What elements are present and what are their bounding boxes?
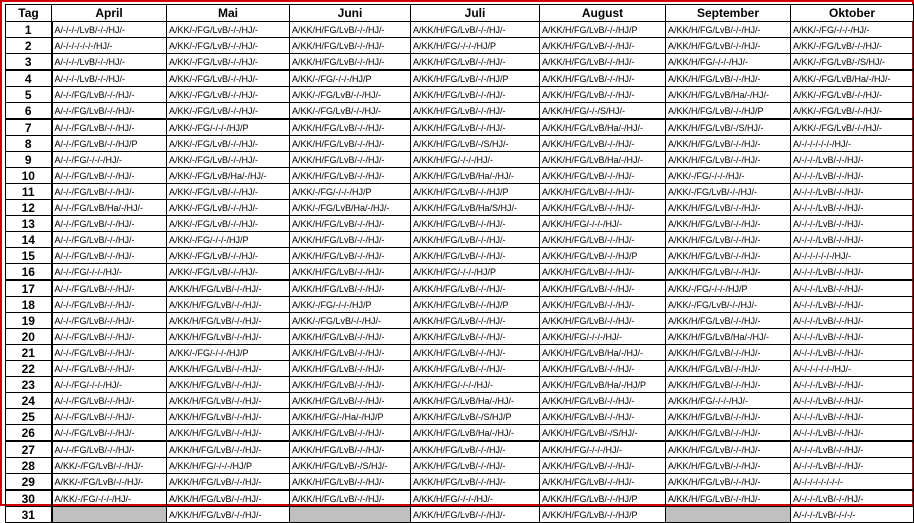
schedule-cell[interactable]: A/KK/-/FG/LvB/-/-/HJ/- [167,54,290,71]
schedule-cell[interactable]: A/KK/H/FG/-/-/-/HJ/- [666,54,791,71]
schedule-cell[interactable]: A/KK/H/FG/LvB/-/-/HJ/- [666,345,791,361]
day-cell[interactable]: 15 [6,248,52,264]
schedule-cell[interactable]: A/KK/H/FG/LvB/-/-/HJ/- [290,168,411,184]
table-row [6,216,914,232]
schedule-cell[interactable]: A/KK/H/FG/LvB/-/-/HJ/- [411,232,540,248]
schedule-cell[interactable]: A/-/-/FG/LvB/-/-/HJ/- [52,409,167,425]
day-cell[interactable]: 25 [6,409,52,425]
schedule-cell[interactable]: A/KK/-/FG/LvB/-/-/HJ/- [290,313,411,329]
schedule-cell[interactable]: A/-/-/FG/LvB/-/-/HJ/P [52,136,167,152]
table-row [6,313,914,329]
schedule-cell[interactable]: A/-/-/FG/LvB/-/-/HJ/- [52,313,167,329]
schedule-cell[interactable]: A/KK/H/FG/LvB/-/-/HJ/- [666,458,791,474]
day-cell[interactable]: 7 [6,119,52,136]
schedule-cell[interactable]: A/KK/H/FG/LvB/-/S/HJ/P [411,409,540,425]
schedule-cell[interactable]: A/KK/H/FG/LvB/-/-/HJ/- [411,216,540,232]
schedule-cell[interactable] [666,507,791,523]
schedule-cell[interactable]: A/KK/H/FG/LvB/-/-/HJ/- [290,474,411,491]
schedule-cell[interactable] [290,507,411,523]
schedule-cell[interactable]: A/KK/H/FG/LvB/-/-/HJ/P [540,490,666,507]
header-month[interactable]: September [666,5,791,22]
schedule-cell[interactable]: A/KK/H/FG/LvB/-/-/HJ/- [666,490,791,507]
schedule-cell[interactable]: A/KK/H/FG/-/-/-/HJ/- [540,329,666,345]
schedule-cell[interactable]: A/KK/H/FG/LvB/-/-/HJ/- [540,458,666,474]
schedule-cell[interactable]: A/KK/H/FG/LvB/-/-/HJ/- [290,22,411,38]
schedule-table [5,4,914,523]
table-row [6,70,914,87]
schedule-cell[interactable]: A/KK/-/FG/LvB/Ha/-/HJ/- [167,168,290,184]
schedule-cell[interactable]: A/KK/H/FG/-/-/-/HJ/- [411,377,540,393]
schedule-cell[interactable]: A/KK/-/FG/LvB/-/-/HJ/- [791,119,914,136]
day-cell[interactable]: 21 [6,345,52,361]
schedule-cell[interactable]: A/-/-/FG/LvB/-/-/HJ/- [52,393,167,409]
schedule-cell[interactable]: A/KK/H/FG/-/-/-/HJ/- [411,490,540,507]
schedule-cell[interactable]: A/-/-/FG/LvB/-/-/HJ/- [52,345,167,361]
schedule-cell[interactable]: A/KK/H/FG/LvB/-/-/HJ/- [666,216,791,232]
schedule-cell[interactable]: A/KK/H/FG/LvB/-/-/HJ/- [666,441,791,458]
schedule-cell[interactable]: A/-/-/-/LvB/-/-/HJ/- [791,184,914,200]
schedule-cell[interactable]: A/KK/H/FG/-/-/-/HJ/- [540,216,666,232]
schedule-cell[interactable]: A/-/-/FG/LvB/-/-/HJ/- [52,329,167,345]
schedule-cell[interactable]: A/-/-/FG/LvB/-/-/HJ/- [52,248,167,264]
schedule-cell[interactable]: A/KK/H/FG/LvB/-/-/HJ/- [290,54,411,71]
table-row [6,297,914,313]
schedule-cell[interactable]: A/KK/H/FG/LvB/-/-/HJ/- [540,184,666,200]
schedule-cell[interactable]: A/-/-/FG/-/-/-/HJ/- [52,264,167,281]
schedule-cell[interactable]: A/KK/-/FG/LvB/Ha/-/HJ/- [791,70,914,87]
schedule-cell[interactable]: A/KK/H/FG/LvB/Ha/-/HJ/- [666,329,791,345]
schedule-cell[interactable]: A/KK/H/FG/LvB/Ha/-/HJ/P [540,377,666,393]
schedule-cell[interactable]: A/KK/H/FG/LvB/-/-/HJ/- [411,507,540,523]
schedule-cell[interactable]: A/KK/H/FG/LvB/-/-/HJ/- [167,425,290,442]
schedule-cell[interactable]: A/-/-/FG/LvB/-/-/HJ/- [52,216,167,232]
schedule-cell[interactable]: A/KK/H/FG/LvB/-/-/HJ/- [411,441,540,458]
schedule-cell[interactable]: A/-/-/-/LvB/-/-/HJ/- [791,441,914,458]
table-row [6,232,914,248]
schedule-cell[interactable]: A/-/-/-/LvB/-/-/HJ/- [791,152,914,168]
table-row [6,490,914,507]
schedule-cell[interactable]: A/KK/-/FG/LvB/-/-/HJ/- [167,38,290,54]
table-row [6,409,914,425]
schedule-cell[interactable]: A/-/-/-/LvB/-/-/HJ/- [52,54,167,71]
schedule-cell[interactable]: A/KK/H/FG/LvB/-/-/HJ/- [540,313,666,329]
schedule-cell[interactable]: A/-/-/-/LvB/-/-/HJ/- [52,22,167,38]
day-cell[interactable]: 6 [6,103,52,120]
schedule-cell[interactable]: A/KK/-/FG/-/-/-/HJ/P [290,70,411,87]
day-cell[interactable]: 26 [6,425,52,442]
schedule-cell[interactable]: A/-/-/-/LvB/-/-/HJ/- [791,313,914,329]
day-cell[interactable]: 23 [6,377,52,393]
schedule-cell[interactable]: A/KK/-/FG/LvB/-/-/HJ/- [167,184,290,200]
schedule-cell[interactable]: A/-/-/FG/-/-/-/HJ/- [52,152,167,168]
schedule-cell[interactable]: A/KK/H/FG/LvB/-/-/HJ/- [540,409,666,425]
schedule-cell[interactable]: A/KK/H/FG/LvB/-/-/HJ/- [167,280,290,297]
table-row [6,507,914,523]
day-cell[interactable]: 3 [6,54,52,71]
schedule-cell[interactable]: A/-/-/-/LvB/-/-/HJ/- [791,425,914,442]
schedule-cell[interactable]: A/-/-/-/-/-/-/-/- [791,474,914,491]
schedule-cell[interactable]: A/KK/-/FG/LvB/-/-/HJ/- [167,70,290,87]
schedule-cell[interactable]: A/KK/H/FG/LvB/-/-/HJ/- [666,152,791,168]
schedule-cell[interactable]: A/KK/H/FG/LvB/-/-/HJ/- [411,280,540,297]
table-row [6,119,914,136]
table-row [6,425,914,442]
header-month[interactable]: Mai [167,5,290,22]
schedule-cell[interactable]: A/KK/H/FG/LvB/-/-/HJ/- [411,361,540,377]
schedule-cell[interactable]: A/KK/H/FG/LvB/-/-/HJ/- [666,232,791,248]
schedule-cell[interactable]: A/KK/H/FG/LvB/-/-/HJ/- [411,103,540,120]
schedule-cell[interactable]: A/KK/H/FG/-/-/-/HJ/- [411,152,540,168]
schedule-cell[interactable]: A/KK/H/FG/LvB/-/-/HJ/- [290,329,411,345]
schedule-cell[interactable]: A/-/-/FG/LvB/-/-/HJ/- [52,103,167,120]
schedule-cell[interactable] [52,507,167,523]
schedule-cell[interactable]: A/KK/-/FG/-/-/-/HJ/P [167,345,290,361]
schedule-cell[interactable]: A/KK/H/FG/LvB/-/-/HJ/P [411,184,540,200]
schedule-cell[interactable]: A/KK/-/FG/LvB/-/-/HJ/- [167,216,290,232]
header-month[interactable]: Juli [411,5,540,22]
header-month[interactable]: April [52,5,167,22]
schedule-cell[interactable]: A/KK/H/FG/LvB/-/-/HJ/- [411,119,540,136]
table-row [6,280,914,297]
header-month[interactable]: Juni [290,5,411,22]
schedule-cell[interactable]: A/KK/-/FG/LvB/-/-/HJ/- [167,200,290,216]
day-cell[interactable]: 27 [6,441,52,458]
schedule-cell[interactable]: A/KK/H/FG/LvB/-/-/HJ/- [290,490,411,507]
table-row [6,54,914,71]
schedule-cell[interactable]: A/KK/H/FG/LvB/-/-/HJ/- [167,329,290,345]
schedule-cell[interactable]: A/KK/-/FG/LvB/-/-/HJ/- [290,87,411,103]
day-cell[interactable]: 2 [6,38,52,54]
schedule-cell[interactable]: A/-/-/-/LvB/-/-/HJ/- [52,70,167,87]
day-cell[interactable]: 20 [6,329,52,345]
schedule-cell[interactable]: A/KK/-/FG/-/-/-/HJ/P [666,280,791,297]
schedule-cell[interactable]: A/KK/-/FG/-/-/-/HJ/P [290,184,411,200]
schedule-cell[interactable]: A/KK/H/FG/LvB/-/-/HJ/- [290,441,411,458]
schedule-cell[interactable]: A/KK/H/FG/LvB/-/-/HJ/- [540,361,666,377]
schedule-cell[interactable]: A/KK/H/FG/LvB/Ha/-/HJ/- [540,152,666,168]
schedule-cell[interactable]: A/KK/H/FG/LvB/-/-/HJ/- [540,54,666,71]
schedule-cell[interactable]: A/KK/H/FG/LvB/-/-/HJ/- [290,152,411,168]
header-tag[interactable]: Tag [6,5,52,22]
day-cell[interactable]: 12 [6,200,52,216]
day-cell[interactable]: 22 [6,361,52,377]
table-row [6,248,914,264]
schedule-cell[interactable]: A/-/-/FG/LvB/-/-/HJ/- [52,361,167,377]
schedule-cell[interactable]: A/KK/H/FG/LvB/-/-/HJ/- [290,38,411,54]
schedule-cell[interactable]: A/KK/H/FG/LvB/-/-/HJ/- [540,38,666,54]
schedule-cell[interactable]: A/-/-/-/-/-/-/HJ/- [791,248,914,264]
schedule-cell[interactable]: A/KK/H/FG/LvB/-/S/HJ/- [666,119,791,136]
schedule-cell[interactable]: A/KK/H/FG/LvB/-/-/HJ/- [666,361,791,377]
schedule-cell[interactable]: A/KK/H/FG/LvB/-/-/HJ/- [290,377,411,393]
schedule-cell[interactable]: A/KK/H/FG/LvB/Ha/-/HJ/- [666,87,791,103]
table-row [6,22,914,38]
schedule-cell[interactable]: A/KK/H/FG/LvB/-/-/HJ/- [540,474,666,491]
header-month[interactable]: August [540,5,666,22]
schedule-cell[interactable]: A/-/-/FG/LvB/-/-/HJ/- [52,441,167,458]
schedule-cell[interactable]: A/-/-/-/-/-/-/HJ/- [52,38,167,54]
table-row [6,38,914,54]
schedule-cell[interactable]: A/KK/H/FG/LvB/-/-/HJ/- [167,297,290,313]
day-cell[interactable]: 17 [6,280,52,297]
schedule-cell[interactable]: A/KK/H/FG/LvB/-/-/HJ/- [411,248,540,264]
schedule-cell[interactable]: A/KK/H/FG/LvB/-/-/HJ/- [167,441,290,458]
schedule-cell[interactable]: A/KK/H/FG/LvB/-/-/HJ/- [167,474,290,491]
schedule-cell[interactable]: A/-/-/-/LvB/-/-/HJ/- [791,216,914,232]
schedule-cell[interactable]: A/-/-/-/LvB/-/-/HJ/- [791,232,914,248]
schedule-cell[interactable]: A/KK/-/FG/LvB/-/-/HJ/- [791,103,914,120]
day-cell[interactable]: 11 [6,184,52,200]
day-cell[interactable]: 5 [6,87,52,103]
schedule-cell[interactable]: A/KK/-/FG/LvB/Ha/-/HJ/- [290,200,411,216]
schedule-cell[interactable]: A/KK/H/FG/LvB/-/-/HJ/- [167,313,290,329]
schedule-cell[interactable]: A/-/-/-/LvB/-/-/HJ/- [791,458,914,474]
schedule-cell[interactable]: A/KK/-/FG/LvB/-/-/HJ/- [666,184,791,200]
table-row [6,152,914,168]
schedule-cell[interactable]: A/KK/H/FG/LvB/-/-/HJ/- [540,280,666,297]
day-cell[interactable]: 28 [6,458,52,474]
schedule-cell[interactable]: A/KK/H/FG/LvB/-/-/HJ/- [167,409,290,425]
schedule-cell[interactable]: A/KK/-/FG/LvB/-/-/HJ/- [52,458,167,474]
schedule-cell[interactable]: A/KK/-/FG/LvB/-/-/HJ/- [167,103,290,120]
schedule-cell[interactable]: A/KK/H/FG/LvB/-/-/HJ/- [167,393,290,409]
table-row [6,168,914,184]
schedule-cell[interactable]: A/-/-/-/LvB/-/-/HJ/- [791,264,914,281]
schedule-cell[interactable]: A/KK/H/FG/LvB/-/-/HJ/P [411,70,540,87]
day-cell[interactable]: 29 [6,474,52,491]
schedule-cell[interactable]: A/KK/H/FG/LvB/-/-/HJ/- [411,54,540,71]
schedule-cell[interactable]: A/KK/H/FG/LvB/-/-/HJ/P [540,22,666,38]
schedule-cell[interactable]: A/KK/H/FG/LvB/-/-/HJ/- [411,87,540,103]
schedule-cell[interactable]: A/-/-/FG/LvB/-/-/HJ/- [52,184,167,200]
schedule-cell[interactable]: A/KK/H/FG/LvB/-/-/HJ/- [290,136,411,152]
schedule-cell[interactable]: A/KK/H/FG/LvB/-/-/HJ/- [540,232,666,248]
schedule-cell[interactable]: A/KK/H/FG/LvB/-/-/HJ/- [411,474,540,491]
table-row [6,87,914,103]
schedule-cell[interactable]: A/-/-/FG/LvB/-/-/HJ/- [52,297,167,313]
schedule-cell[interactable]: A/-/-/-/-/-/-/HJ/- [791,361,914,377]
table-row [6,377,914,393]
table-row [6,361,914,377]
schedule-cell[interactable]: A/KK/H/FG/LvB/-/-/HJ/- [666,200,791,216]
schedule-cell[interactable]: A/-/-/FG/LvB/-/-/HJ/- [52,425,167,442]
schedule-cell[interactable]: A/KK/H/FG/LvB/-/-/HJ/- [290,361,411,377]
schedule-cell[interactable]: A/KK/H/FG/LvB/-/-/HJ/- [290,393,411,409]
schedule-cell[interactable]: A/KK/H/FG/LvB/-/-/HJ/- [666,409,791,425]
schedule-cell[interactable]: A/KK/-/FG/-/-/-/HJ/- [666,168,791,184]
schedule-cell[interactable]: A/KK/H/FG/LvB/Ha/-/HJ/- [540,119,666,136]
schedule-cell[interactable]: A/KK/H/FG/LvB/-/-/HJ/- [411,458,540,474]
header-month[interactable]: Oktober [791,5,914,22]
schedule-cell[interactable]: A/KK/H/FG/LvB/-/-/HJ/- [666,22,791,38]
schedule-cell[interactable]: A/KK/H/FG/-/-/-/HJ/P [411,38,540,54]
schedule-cell[interactable]: A/KK/H/FG/LvB/-/S/HJ/- [411,136,540,152]
table-row [6,136,914,152]
schedule-cell[interactable]: A/-/-/-/LvB/-/-/HJ/- [791,377,914,393]
schedule-cell[interactable]: A/-/-/FG/LvB/-/-/HJ/- [52,280,167,297]
schedule-cell[interactable]: A/-/-/FG/-/-/-/HJ/- [52,377,167,393]
schedule-cell[interactable]: A/KK/-/FG/LvB/-/-/HJ/- [666,297,791,313]
schedule-cell[interactable]: A/KK/H/FG/LvB/-/-/HJ/- [540,297,666,313]
schedule-cell[interactable]: A/KK/-/FG/LvB/-/-/HJ/- [167,248,290,264]
table-row [6,329,914,345]
table-row [6,458,914,474]
schedule-cell[interactable]: A/KK/-/FG/-/-/-/HJ/P [167,232,290,248]
schedule-cell[interactable]: A/KK/H/FG/LvB/-/-/HJ/- [290,264,411,281]
schedule-cell[interactable]: A/KK/H/FG/-/-/-/HJ/P [411,264,540,281]
schedule-cell[interactable]: A/KK/H/FG/LvB/-/-/HJ/- [540,136,666,152]
day-cell[interactable]: 14 [6,232,52,248]
schedule-cell[interactable]: A/KK/-/FG/-/-/-/HJ/- [791,22,914,38]
schedule-cell[interactable]: A/-/-/-/LvB/-/-/HJ/- [791,409,914,425]
schedule-cell[interactable]: A/-/-/-/LvB/-/-/HJ/- [791,393,914,409]
schedule-cell[interactable]: A/KK/H/FG/LvB/-/S/HJ/- [290,458,411,474]
day-cell[interactable]: 10 [6,168,52,184]
schedule-cell[interactable]: A/KK/-/FG/-/-/-/HJ/- [52,490,167,507]
schedule-cell[interactable]: A/KK/-/FG/LvB/-/-/HJ/- [52,474,167,491]
schedule-cell[interactable]: A/KK/H/FG/LvB/-/-/HJ/- [540,70,666,87]
schedule-cell[interactable]: A/KK/H/FG/LvB/-/-/HJ/- [540,200,666,216]
day-cell[interactable]: 13 [6,216,52,232]
schedule-cell[interactable]: A/KK/H/FG/LvB/-/-/HJ/- [290,425,411,442]
schedule-cell[interactable]: A/-/-/FG/LvB/-/-/HJ/- [52,87,167,103]
day-cell[interactable]: 9 [6,152,52,168]
schedule-cell[interactable]: A/KK/H/FG/LvB/-/-/HJ/P [540,248,666,264]
schedule-cell[interactable]: A/-/-/-/LvB/-/-/-/- [791,507,914,523]
schedule-cell[interactable]: A/KK/H/FG/LvB/-/-/HJ/P [411,297,540,313]
schedule-cell[interactable]: A/KK/H/FG/LvB/Ha/-/HJ/- [411,168,540,184]
schedule-cell[interactable]: A/-/-/-/LvB/-/-/HJ/- [791,297,914,313]
day-cell[interactable]: 16 [6,264,52,281]
schedule-cell[interactable]: A/-/-/FG/LvB/-/-/HJ/- [52,168,167,184]
table-body [6,22,914,523]
schedule-cell[interactable]: A/KK/-/FG/-/-/-/HJ/P [290,297,411,313]
table-row [6,264,914,281]
schedule-cell[interactable]: A/KK/-/FG/LvB/-/S/HJ/- [791,54,914,71]
schedule-cell[interactable]: A/KK/H/FG/LvB/-/-/HJ/P [540,507,666,523]
schedule-cell[interactable]: A/KK/H/FG/LvB/-/-/HJ/- [666,474,791,491]
schedule-cell[interactable]: A/KK/H/FG/LvB/Ha/-/HJ/- [411,393,540,409]
schedule-cell[interactable]: A/KK/H/FG/LvB/-/-/HJ/- [666,425,791,442]
schedule-cell[interactable]: A/-/-/-/LvB/-/-/HJ/- [791,280,914,297]
schedule-cell[interactable]: A/KK/H/FG/-/-/-/HJ/- [540,441,666,458]
day-cell[interactable]: 24 [6,393,52,409]
schedule-cell[interactable]: A/KK/H/FG/LvB/-/-/HJ/- [666,248,791,264]
table-row [6,345,914,361]
schedule-cell[interactable]: A/-/-/-/LvB/-/-/HJ/- [791,168,914,184]
schedule-cell[interactable]: A/KK/H/FG/LvB/-/-/HJ/- [167,490,290,507]
table-row [6,200,914,216]
schedule-cell[interactable]: A/KK/-/FG/LvB/-/-/HJ/- [167,136,290,152]
schedule-cell[interactable]: A/KK/-/FG/LvB/-/-/HJ/- [167,22,290,38]
day-cell[interactable]: 18 [6,297,52,313]
schedule-cell[interactable]: A/KK/-/FG/LvB/-/-/HJ/- [167,264,290,281]
schedule-cell[interactable]: A/-/-/FG/LvB/-/-/HJ/- [52,232,167,248]
schedule-cell[interactable]: A/KK/-/FG/LvB/-/-/HJ/- [167,87,290,103]
schedule-cell[interactable]: A/KK/H/FG/LvB/-/-/HJ/- [290,345,411,361]
schedule-cell[interactable]: A/KK/-/FG/LvB/-/-/HJ/- [791,87,914,103]
schedule-cell[interactable]: A/KK/H/FG/LvB/Ha/-/HJ/- [540,345,666,361]
schedule-cell[interactable]: A/-/-/-/LvB/-/-/HJ/- [791,200,914,216]
day-cell[interactable]: 31 [6,507,52,523]
schedule-cell[interactable]: A/KK/H/FG/-/Ha/-/HJ/P [290,409,411,425]
table-row [6,184,914,200]
schedule-cell[interactable]: A/KK/H/FG/LvB/-/-/HJ/- [167,361,290,377]
schedule-cell[interactable]: A/KK/H/FG/LvB/Ha/S/HJ/- [411,200,540,216]
schedule-cell[interactable]: A/-/-/FG/LvB/Ha/-/HJ/- [52,200,167,216]
schedule-cell[interactable]: A/KK/H/FG/LvB/-/-/HJ/- [666,377,791,393]
schedule-cell[interactable]: A/KK/H/FG/LvB/-/-/HJ/- [666,313,791,329]
schedule-cell[interactable]: A/KK/-/FG/LvB/-/-/HJ/- [167,152,290,168]
schedule-cell[interactable]: A/KK/H/FG/LvB/-/S/HJ/- [540,425,666,442]
schedule-cell[interactable]: A/KK/-/FG/-/-/-/HJ/P [167,119,290,136]
schedule-cell[interactable]: A/KK/-/FG/LvB/-/-/HJ/- [791,38,914,54]
schedule-cell[interactable]: A/KK/H/FG/LvB/-/-/HJ/P [666,103,791,120]
schedule-cell[interactable]: A/KK/H/FG/LvB/-/-/HJ/- [540,264,666,281]
schedule-cell[interactable]: A/-/-/-/-/-/-/HJ/- [791,136,914,152]
table-row [6,441,914,458]
table-row [6,474,914,491]
schedule-cell[interactable]: A/KK/H/FG/-/-/S/HJ/- [540,103,666,120]
schedule-cell[interactable]: A/KK/H/FG/-/-/-/HJ/P [167,458,290,474]
schedule-cell[interactable]: A/KK/H/FG/LvB/-/-/HJ/- [411,329,540,345]
schedule-cell[interactable]: A/KK/H/FG/LvB/-/-/HJ/- [666,264,791,281]
day-cell[interactable]: 4 [6,70,52,87]
schedule-cell[interactable]: A/KK/H/FG/LvB/-/-/HJ/- [290,119,411,136]
schedule-cell[interactable]: A/KK/H/FG/LvB/Ha/-/HJ/- [411,425,540,442]
schedule-cell[interactable]: A/KK/H/FG/LvB/-/-/HJ/- [411,22,540,38]
schedule-cell[interactable]: A/KK/H/FG/LvB/-/-/HJ/- [666,136,791,152]
day-cell[interactable]: 19 [6,313,52,329]
table-row [6,103,914,120]
header-row [6,5,914,22]
schedule-cell[interactable]: A/KK/H/FG/LvB/-/-/HJ/- [540,87,666,103]
schedule-cell[interactable]: A/-/-/-/LvB/-/-/HJ/- [791,329,914,345]
schedule-cell[interactable]: A/KK/H/FG/LvB/-/-/HJ/- [290,232,411,248]
schedule-cell[interactable]: A/KK/H/FG/LvB/-/-/HJ/- [167,377,290,393]
schedule-cell[interactable]: A/-/-/-/LvB/-/-/HJ/- [791,345,914,361]
table-row [6,393,914,409]
schedule-cell[interactable]: A/KK/H/FG/LvB/-/-/HJ/- [411,345,540,361]
schedule-cell[interactable]: A/-/-/FG/LvB/-/-/HJ/- [52,119,167,136]
schedule-cell[interactable]: A/KK/H/FG/LvB/-/-/HJ/- [540,393,666,409]
schedule-cell[interactable]: A/KK/H/FG/LvB/-/-/HJ/- [540,168,666,184]
day-cell[interactable]: 1 [6,22,52,38]
schedule-cell[interactable]: A/KK/H/FG/LvB/-/-/HJ/- [666,70,791,87]
schedule-cell[interactable]: A/KK/-/FG/LvB/-/-/HJ/- [290,103,411,120]
schedule-cell[interactable]: A/KK/H/FG/LvB/-/-/HJ/- [290,248,411,264]
schedule-cell[interactable]: A/KK/H/FG/LvB/-/-/HJ/- [290,280,411,297]
schedule-cell[interactable]: A/KK/H/FG/-/-/-/HJ/- [666,393,791,409]
schedule-cell[interactable]: A/KK/H/FG/LvB/-/-/HJ/- [167,507,290,523]
day-cell[interactable]: 30 [6,490,52,507]
day-cell[interactable]: 8 [6,136,52,152]
schedule-cell[interactable]: A/KK/H/FG/LvB/-/-/HJ/- [290,216,411,232]
schedule-cell[interactable]: A/KK/H/FG/LvB/-/-/HJ/- [411,313,540,329]
schedule-cell[interactable]: A/-/-/-/LvB/-/-/HJ/- [791,490,914,507]
schedule-cell[interactable]: A/KK/H/FG/LvB/-/-/HJ/- [666,38,791,54]
